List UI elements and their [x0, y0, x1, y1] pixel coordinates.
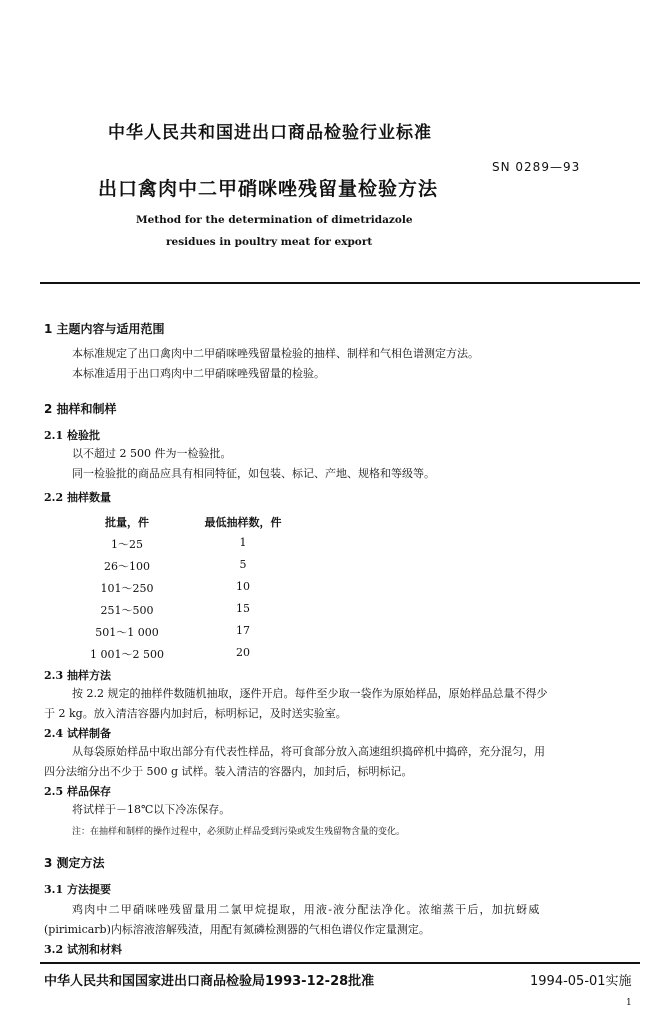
header-divider: [40, 282, 640, 284]
section-2-1-paragraph-2: 同一检验批的商品应具有相同特征，如包装、标记、产地、规格和等级等。: [72, 467, 435, 480]
section-2-heading: 2 抽样和制样: [44, 402, 117, 416]
table-cell-count: 5: [239, 558, 247, 571]
page-number: 1: [626, 998, 632, 1008]
table-header-lot-size: 批量，件: [105, 516, 149, 529]
table-row: [40, 646, 640, 666]
table-cell-lot: 501～1 000: [95, 626, 159, 639]
effective-date: 1994-05-01实施: [530, 974, 632, 989]
section-2-5-paragraph-1: 将试样于－18℃以下冷冻保存。: [72, 803, 231, 816]
section-3-heading: 3 测定方法: [44, 856, 105, 870]
table-row: [40, 602, 640, 622]
section-1-paragraph-1: 本标准规定了出口禽肉中二甲硝咪唑残留量检验的抽样、制样和气相色谱测定方法。: [72, 347, 479, 360]
table-cell-count: 17: [236, 624, 250, 637]
table-cell-lot: 251～500: [100, 604, 154, 617]
table-cell-count: 15: [236, 602, 250, 615]
table-row: [40, 558, 640, 578]
section-3-1-paragraph-2: (pirimicarb)内标溶液溶解残渣，用配有氮磷检测器的气相色谱仪作定量测定。: [44, 923, 430, 936]
section-2-4-paragraph-1: 从每袋原始样品中取出部分有代表性样品，将可食部分放入高速组织捣碎机中捣碎，充分混匀，用: [72, 745, 545, 758]
section-2-5-heading: 2.5 样品保存: [44, 785, 111, 798]
section-2-4-heading: 2.4 试样制备: [44, 727, 111, 740]
table-row: [40, 536, 640, 556]
section-2-1-heading: 2.1 检验批: [44, 429, 100, 442]
table-cell-count: 1: [239, 536, 247, 549]
table-cell-count: 10: [236, 580, 250, 593]
table-cell-count: 20: [236, 646, 250, 659]
section-2-2-heading: 2.2 抽样数量: [44, 491, 111, 504]
section-2-1-paragraph-1: 以不超过 2 500 件为一检验批。: [72, 447, 232, 460]
table-header-row: [40, 514, 640, 534]
section-2-3-paragraph-2: 于 2 kg。放入清洁容器内加封后，标明标记，及时送实验室。: [44, 707, 347, 720]
section-1-paragraph-2: 本标准适用于出口鸡肉中二甲硝咪唑残留量的检验。: [72, 367, 325, 380]
section-1-heading: 1 主题内容与适用范围: [44, 322, 165, 336]
table-row: [40, 580, 640, 600]
standard-number: SN 0289—93: [492, 160, 581, 174]
table-header-min-samples: 最低抽样数，件: [204, 516, 282, 529]
footer-divider: [40, 962, 640, 964]
section-2-4-paragraph-2: 四分法缩分出不少于 500 g 试样。装入清洁的容器内，加封后，标明标记。: [44, 765, 413, 778]
table-cell-lot: 1 001～2 500: [90, 648, 164, 661]
org-title: 中华人民共和国进出口商品检验行业标准: [108, 123, 432, 143]
section-3-2-heading: 3.2 试剂和材料: [44, 943, 122, 956]
approval-line: 中华人民共和国国家进出口商品检验局1993-12-28批准: [44, 974, 375, 989]
section-2-5-note: 注：在抽样和制样的操作过程中，必须防止样品受到污染或发生残留物含量的变化。: [72, 827, 406, 837]
table-cell-lot: 101～250: [100, 582, 154, 595]
english-title-line-2: residues in poultry meat for export: [166, 236, 373, 248]
section-3-1-heading: 3.1 方法提要: [44, 883, 111, 896]
table-row: [40, 624, 640, 644]
table-cell-lot: 26～100: [104, 560, 150, 573]
english-title-line-1: Method for the determination of dimetridazole: [136, 214, 413, 226]
section-3-1-paragraph-1: 鸡肉中二甲硝咪唑残留量用二氯甲烷提取，用液-液分配法净化。浓缩蒸干后，加抗蚜威: [72, 903, 541, 916]
table-cell-lot: 1～25: [111, 538, 143, 551]
document-title: 出口禽肉中二甲硝咪唑残留量检验方法: [98, 178, 439, 200]
section-2-3-paragraph-1: 按 2.2 规定的抽样件数随机抽取，逐件开启。每件至少取一袋作为原始样品，原始样品总量不得少: [72, 687, 548, 700]
section-2-3-heading: 2.3 抽样方法: [44, 669, 111, 682]
